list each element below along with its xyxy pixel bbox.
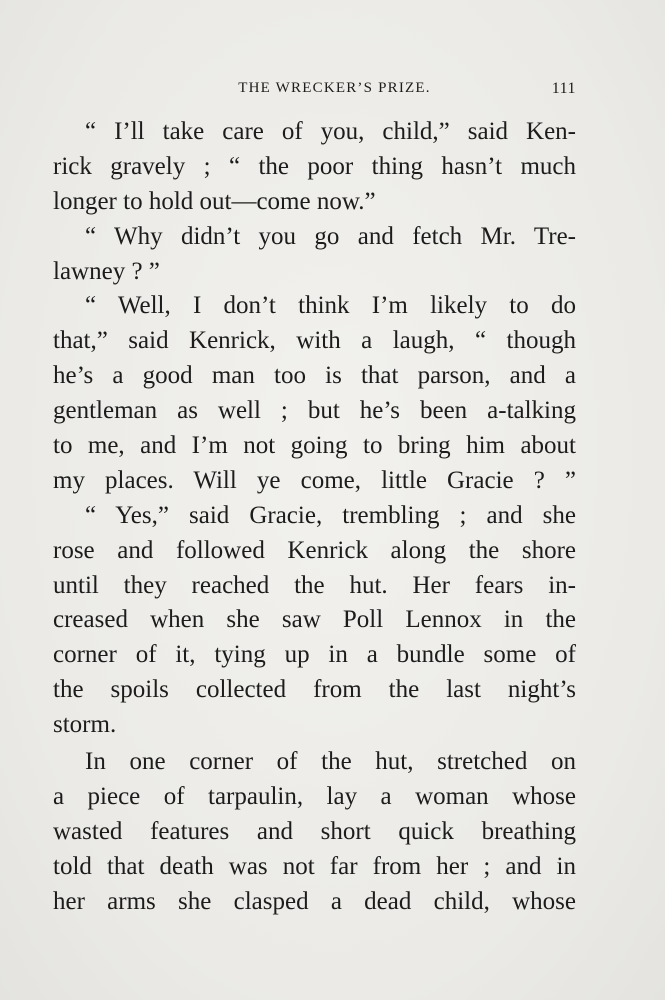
text-line: rose and followed Kenrick along the shore	[53, 536, 576, 564]
text-line: to me, and I’m not going to bring him about	[53, 432, 576, 460]
text-line: “ Yes,” said Gracie, trembling ; and she	[85, 501, 576, 529]
text-line: her arms she clasped a dead child, whose	[53, 887, 576, 915]
text-line: lawney ? ”	[53, 257, 160, 285]
text-line: corner of it, tying up in a bundle some of	[53, 641, 576, 669]
text-line: creased when she saw Poll Lennox in the	[53, 606, 576, 634]
text-line: rick gravely ; “ the poor thing hasn’t much	[53, 152, 576, 180]
text-line: storm.	[53, 711, 117, 739]
text-line: that,” said Kenrick, with a laugh, “ though	[53, 327, 576, 355]
text-line: “ I’ll take care of you, child,” said Ken-	[85, 118, 576, 145]
text-line: the spoils collected from the last night’s	[53, 676, 576, 704]
text-line: my places. Will ye come, little Gracie ? ”	[53, 466, 576, 494]
running-title: THE WRECKER’S PRIZE.	[238, 80, 431, 96]
page-number: 111	[551, 80, 576, 97]
text-line: “ Why didn’t you go and fetch Mr. Tre-	[85, 222, 576, 250]
text-line: told that death was not far from her ; and in	[53, 852, 576, 880]
text-line: wasted features and short quick breathing	[53, 817, 576, 845]
text-line: longer to hold out—come now.”	[53, 187, 376, 215]
running-head	[53, 78, 576, 100]
text-line: gentleman as well ; but he’s been a-talking	[53, 397, 576, 425]
text-line: “ Well, I don’t think I’m likely to do	[85, 292, 576, 320]
text-line: he’s a good man too is that parson, and a	[53, 362, 576, 390]
text-line: a piece of tarpaulin, lay a woman whose	[53, 782, 576, 810]
body-text	[53, 115, 576, 919]
text-line: In one corner of the hut, stretched on	[85, 748, 576, 776]
text-line: until they reached the hut. Her fears in-	[53, 571, 576, 599]
